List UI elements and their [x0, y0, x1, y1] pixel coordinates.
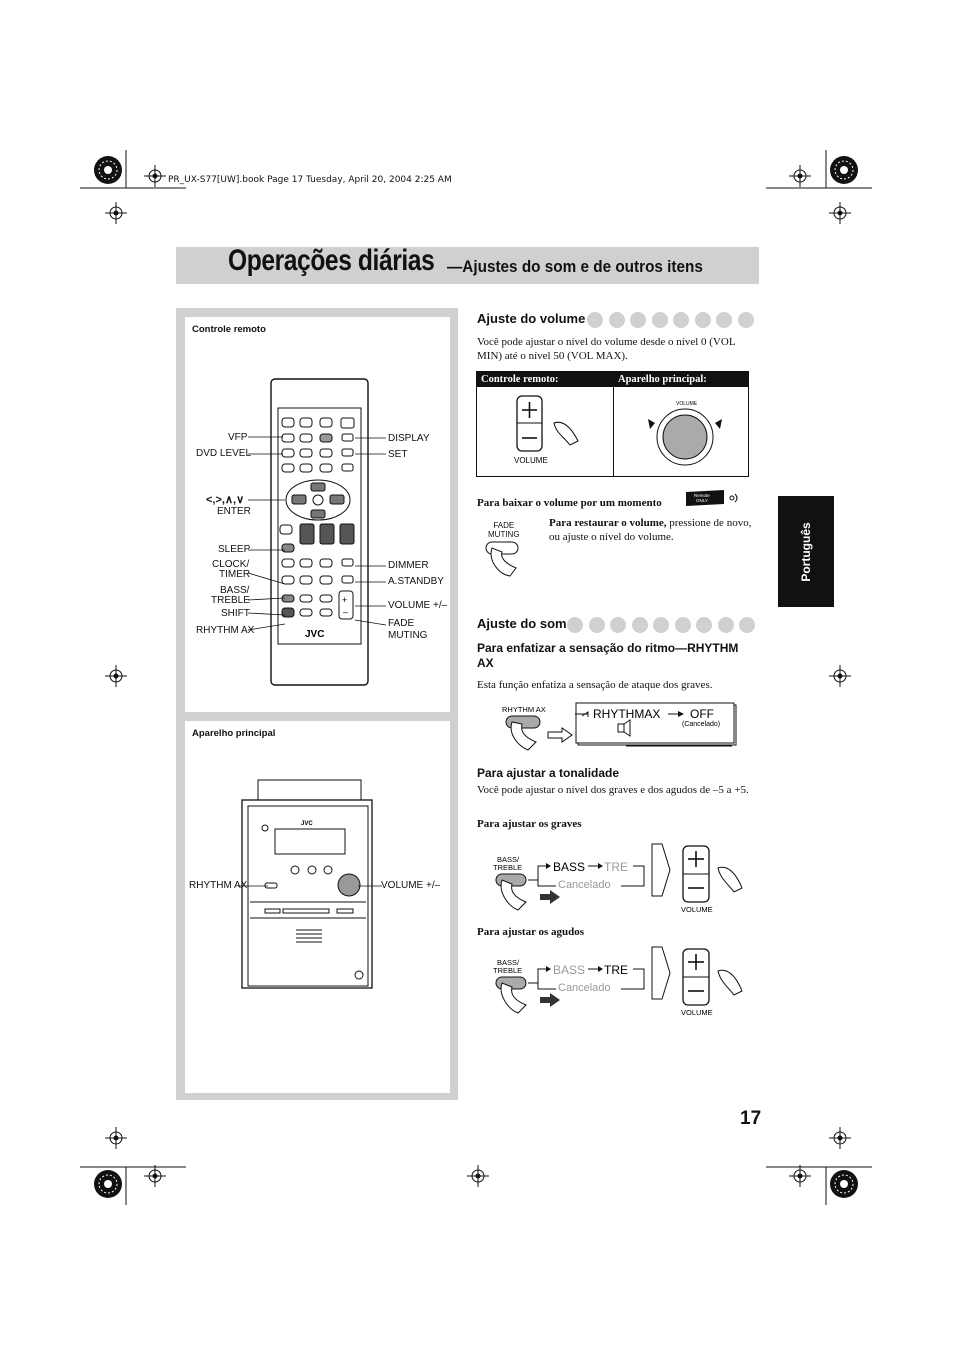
callout-rhythm-ax: RHYTHM AX: [196, 625, 255, 636]
cancelado-label: Cancelado: [558, 879, 611, 891]
callout-arrows: <,>,∧,∨: [206, 494, 245, 506]
book-info: PR_UX-S77[UW].book Page 17 Tuesday, April 20, 2004 2:25 AM: [168, 175, 452, 185]
off-label: OFF: [690, 707, 714, 721]
volume-text: Você pode ajustar o nível do volume desde o nível 0 (VOL MIN) até o nível 50 (VOL MAX).: [477, 336, 736, 362]
heading-dots: [567, 617, 761, 638]
sound-heading: Ajuste do som: [477, 616, 567, 631]
bass-active-label: BASS: [553, 860, 586, 874]
svg-text:VOLUME: VOLUME: [681, 1008, 713, 1017]
callout-timer: TIMER: [219, 569, 251, 580]
callout-treble: TREBLE: [211, 595, 250, 606]
bass-inactive-label: BASS: [553, 963, 586, 977]
main-callout-lines: [238, 878, 383, 892]
bass-heading: Para ajustar os graves: [477, 818, 582, 830]
cancelado-small-label: (Cancelado): [682, 721, 721, 728]
remote-only-badge: [684, 488, 742, 508]
svg-text:–: –: [343, 607, 349, 617]
tre-active-label: TRE: [604, 963, 628, 977]
cancelado-label: Cancelado: [558, 982, 611, 994]
callout-shift: SHIFT: [221, 608, 250, 619]
rhythm-text: Esta função enfatiza a sensação de ataque dos graves.: [477, 679, 713, 691]
page-subtitle: —Ajustes do som e de outros itens: [447, 257, 703, 276]
callout-bass: BASS/: [220, 585, 250, 596]
callout-dvd-level: DVD LEVEL: [196, 448, 252, 459]
tre-inactive-label: TRE: [604, 860, 628, 874]
fade-muting-label: FADE MUTING: [488, 521, 520, 539]
language-tab: Português: [778, 496, 834, 607]
main-unit-brand: JVC: [301, 821, 313, 827]
svg-text:TREBLE: TREBLE: [493, 966, 523, 975]
knob-volume-label: VOLUME: [676, 401, 698, 407]
svg-text:TREBLE: TREBLE: [493, 863, 523, 872]
rhythm-ax-diagram: [500, 702, 740, 760]
table-volume-label: VOLUME: [514, 456, 548, 465]
volume-knob-illustration: [640, 397, 730, 471]
rhythmax-label: RHYTHMAX: [593, 707, 661, 721]
page-title: Operações diárias: [228, 244, 435, 277]
rhythm-button-label: RHYTHM AX: [502, 705, 546, 714]
tone-heading: Para ajustar a tonalidade: [477, 766, 620, 780]
heading-dots: [587, 312, 759, 333]
svg-text:BASS/: BASS/: [497, 958, 520, 967]
page-number: 17: [740, 1108, 762, 1129]
svg-text:VOLUME: VOLUME: [681, 905, 713, 914]
callout-enter: ENTER: [217, 506, 251, 517]
svg-text:BASS/: BASS/: [497, 855, 520, 864]
svg-text:+: +: [342, 595, 348, 605]
bass-diagram: [490, 838, 750, 918]
treble-diagram: [490, 941, 750, 1021]
callout-astandby: A.STANDBY: [388, 576, 444, 587]
main-callout-volume: VOLUME +/–: [381, 880, 441, 891]
remote-callout-lines: [245, 430, 395, 640]
svg-text:Remote: Remote: [694, 493, 710, 498]
callout-set: SET: [388, 449, 408, 460]
callout-display: DISPLAY: [388, 433, 430, 444]
mute-heading: Para baixar o volume por um momento: [477, 497, 662, 509]
fade-muting-button-illustration: [484, 540, 524, 580]
callout-muting: MUTING: [388, 630, 428, 641]
rhythm-heading: Para enfatizar a sensação do ritmo—RHYTHM AX: [477, 641, 739, 670]
callout-clock: CLOCK/: [212, 559, 250, 570]
callout-fade: FADE: [388, 618, 415, 629]
tone-text: Você pode ajustar o nível dos graves e dos agudos de –5 a +5.: [477, 784, 749, 796]
remote-label: Controle remoto: [192, 324, 266, 335]
callout-volume: VOLUME +/–: [388, 600, 448, 611]
treble-heading: Para ajustar os agudos: [477, 926, 585, 938]
restore-text: Para restaurar o volume, pressione de novo, ou ajuste o nível do volume.: [549, 517, 752, 543]
callout-dimmer: DIMMER: [388, 560, 429, 571]
svg-text:ONLY: ONLY: [696, 498, 708, 503]
volume-button-illustration: [510, 393, 590, 465]
remote-brand: JVC: [305, 629, 325, 640]
main-unit-label: Aparelho principal: [192, 728, 276, 739]
callout-vfp: VFP: [228, 432, 248, 443]
table-header-main: Aparelho principal:: [613, 372, 749, 387]
callout-sleep: SLEEP: [218, 544, 251, 555]
main-callout-rhythm-ax: RHYTHM AX: [189, 880, 248, 891]
volume-heading: Ajuste do volume: [477, 311, 586, 326]
table-header-remote: Controle remoto:: [477, 372, 613, 387]
